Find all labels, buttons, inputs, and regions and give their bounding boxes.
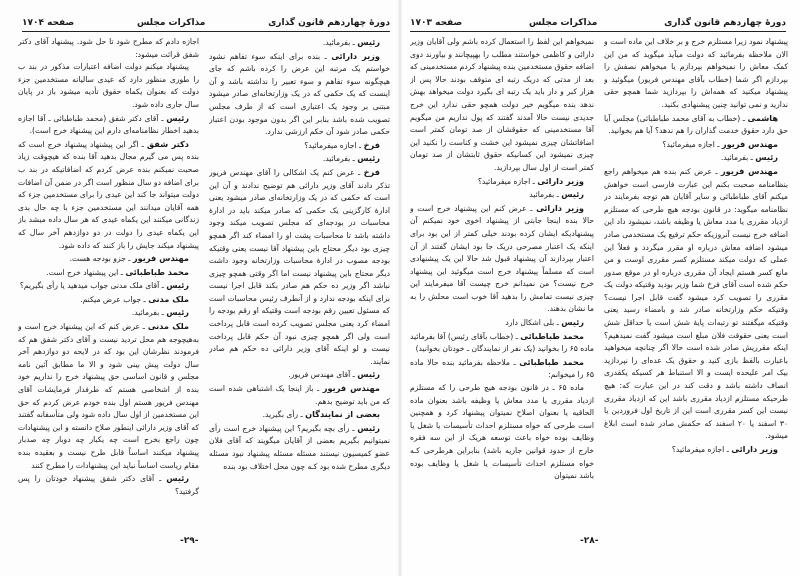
paragraph-text: ـ آقای دکتر شفق (محمد طباطبائی ـ آقا اجازه بدهید اخطار نظامنامه‌ای دارم این پیشنهاد خرج است). [18, 113, 199, 136]
speaker-name: وزیر دارائی [536, 202, 584, 213]
text-paragraph [18, 36, 199, 61]
speech-paragraph [209, 422, 390, 473]
speech-paragraph [604, 138, 788, 152]
speaker-name: محمد طباطبائی [519, 356, 584, 367]
speech-paragraph [209, 408, 390, 422]
speaker-name: محمد طباطبائی [125, 266, 189, 277]
paragraph-text: ـ جواب عرض میکنم. [80, 294, 146, 304]
page-number: -۲۸- [580, 536, 599, 546]
speech-paragraph [410, 202, 594, 316]
speech-paragraph [604, 165, 788, 443]
speech-paragraph [18, 279, 199, 293]
speaker-name: رئیس [166, 112, 189, 123]
speech-paragraph [209, 152, 390, 166]
speech-paragraph [18, 266, 199, 280]
speaker-name: رئیس [755, 152, 778, 163]
paragraph-text: ـ رأی بگیرید. [262, 410, 303, 420]
speaker-name: وزیر دارائی [537, 175, 584, 186]
speech-paragraph [209, 382, 390, 408]
speech-paragraph [410, 356, 594, 382]
speaker-name: رئیس [561, 189, 584, 200]
speech-paragraph [410, 330, 594, 356]
speaker-name: رئیس [357, 422, 380, 433]
speaker-name: مهندس فریور [721, 138, 778, 149]
right-page-header [410, 14, 786, 32]
page-label: صفحه ۱۷۰۴ [22, 18, 75, 28]
speaker-name: مهندس فریور [322, 383, 381, 394]
paragraph-text: ـ عرض کنم بنده هم میخواهم راجع بنظامنامه صحبت بکنم این عبارت فارسی است خواهش میکنم آقای طباطبائی و سایر آقایان هم توجه بفرمایند در نظامنامه میگوید: در قانون بودجه هیچ طرحی که مستلزم ازدیاد مقرری یا مدد معاش یا وظیفه باشد، نمیشود داد این اضافه خرج نیست آنروزیکه حکم ترفیع یک مستخدمی صادر میشود اضافه معاش درباره او مقرر میگردد و فعلاً این عملی که دولت میکند مستلزم کسر مقرری اوست و من مانع کسر هستم ایجاد آن مقرری درباره او در موقع صدور حکم شده است آقای فرخ شما وزیر بودید وقتیکه دولت یک مقرری را تصویب کرد میشود گفت قابل اجرا نیست؟ وقتیکه حکم وزارتخانه صادر شد و بامضاء رسید یعنی وقتیکه میگفتند تو رتبه‌ات پایهٔ شش است یا حداقل شش است یعنی حقوقت فلان مبلغ است میشود گفت نمیدهیم؟ اینکه مقرریش صادر شده است حالا اگر چنانچه میخواهید باعبارت بالفظ بازی کنید و حقوق یک عده‌ای را نپردازید بیک امر علیحده ایست و الا استنباط هر کسیکه یکقدری انصاف داشته باشد و دقت کند در این عبارت که: هیچ طرحیکه مستلزم ازدیاد مقرری باشد این که ازدیاد مقرری نیست این کسر مقرری است این از تاریخ اول فروردین یا ۳۰ اسفند یا ۲۰ اسفند که حکمش صادر شده است ابلاغ میشود. [604, 166, 788, 441]
speech-paragraph [604, 443, 788, 457]
left-page-header [22, 14, 390, 32]
speech-paragraph [410, 188, 594, 202]
speech-paragraph [18, 252, 199, 266]
paragraph-text: ـ عرض کنم که این پیشنهاد خرج است و به‌هیچوجه هم محل تردید نیست و آقای دکتر شفق هم که فرمودند نظرشان این بود که در لایحه دو دوازدهم آخر سال دولت پیش بینی شود و الا ما مطابق آئین نامه مجلس و قانون اساسی حق پیشنهاد خرج را نداریم خود بنده از اشخاصی هستم که طرفدار فرمایشات آقای مهندس فریور هستم اول بنده خودم عرض کردم که حق این مستخدمین از اول سال داده شود ولی متأسفانه گفتند که آقای وزیر دارائی اینطور صلاح دانسته و این پیشنهادات چون راجع بخرج است چه یکبار چه دوبار چه صدبار پیشنهاد میکنند اساساً قابل طرح نیست و بعقیده بنده مقام ریاست اساساً نباید این پیشنهادات را مطرح کنند [18, 322, 199, 470]
speaker-name: رئیس [166, 307, 189, 318]
speaker-name: وزیر دارائی [731, 444, 778, 454]
speaker-name: رئیس [166, 473, 190, 484]
speech-paragraph [18, 472, 199, 498]
speech-paragraph [604, 112, 788, 138]
paragraph-text: ـ رأی بچه بگیریم؟ این پیشنهاد خرج است رأی نمیتوانیم بگیریم بعضی از آقایان میگویند که آقای فلان عضو کمیسیون نیستند مسئله مسئله پیشنهاد نبود مسئله دیگری مطرح شده بود کـه چون محل اختلاف بود بنده [209, 423, 390, 471]
paragraph-text: پیشنهاد میکنم دولت اضافه اعتبارات مذکور در بند ب را طوری منظور دارد که عیدی سالیانه مستخدمین جزء دولت که بعنوان یکماه حقوق تأدیه میشود باز در پایان سال جاری داده شود. [18, 62, 199, 109]
speech-paragraph [209, 50, 390, 139]
session-title: دورهٔ چهاردهم قانون گذاری [664, 18, 786, 28]
text-paragraph [18, 61, 199, 111]
speaker-name: رئیس [561, 317, 584, 328]
text-paragraph [410, 36, 594, 175]
speech-paragraph [18, 306, 199, 320]
paragraph-text: ـ باز اینجا یک اشتباهی شده است که من باید توضیح بدهم. [209, 384, 390, 406]
paragraph-text: اجازه دادم که مطرح شود تا حل شود. پیشنهاد آقای دکتر شفق قرائت میشود: [18, 37, 199, 59]
paragraph-text: ـ بفرمائید. [720, 153, 753, 163]
paragraph-text: ـ ملاحظه بفرمائید بنده حالا ماده ۶۵ را میخوانم: [410, 357, 594, 380]
speech-paragraph [410, 175, 594, 189]
page-number: -۲۹- [180, 536, 199, 546]
paragraph-text: ـ عرض کنم این پیشنهاد خرج است و حالا بنده اینجا جابتی از پیشنهاد اخوی خود نمیکنم آن پیشنهادیکه ایشان کرده بودند خیلی کمتر از این بود برای اینکه یک اعتبار مصرحی دریک جا بود ایشان گفتند از آن اعتبار بپردازند آن پیشنهاد قبول شد حالا این یک پیشنهادی است که مسلماً پیشنهاد خرج است میگوئید این پیشنهاد خرج نیست؟ من نمیدانم خرج چیست آقا میفرمایند این چیزی نیست تمامش را بدهید آقا خوب است محلش را به ما نشان بدهند. [410, 203, 594, 314]
speaker-name: وزیر دارائی [331, 50, 380, 61]
paragraph-text: ـ عرض کنم یک اشکالی را آقای مهندس فریور تذکر دادند آقای وزیر دارائی هم توضیح ندادند و آن این است که حکمی که در یک وزارتخانه‌ای صادر میشود یعنی ادارهٔ کارگزینی یک حکمی که صادر میکند باید در ادارهٔ محاسبات در بودجه‌ای که مجلس تصویب میکند وجود داشته باشد تا محاسبات پشت او را امضاء کند اگر همچو چیزی بود دیگر محتاج باین پیشنهاد آقا نیست یعنی وقتیکه بودجه مصوب در ادارهٔ محاسبات وزارتخانه وجود داشت دیگر محتاج باین پیشنهاد نیست اما اگر وقتی همچو چیزی نباشد اگر وزیر ده حکم هم صادر بکند قابل اجرا نیست برای اینکه بودجه ندارد و از آنطرف رئیس محاسبات است که مسئول تعیین رقم بودجه است وقتیکه او رقم بودجه را امضاء کرد یعنی مجلس تصویب کرده است قابل پرداخت است ولی اگر همچو چیزی نبود آن حکم قابل پرداخت نیست و لو اینکه آقای وزیر دارائی ده حکم هم صادر نمایند. [209, 167, 390, 366]
book-gutter [398, 0, 402, 576]
left-page-columns [18, 36, 390, 532]
speaker-name: بعضی از نمایندگان [305, 409, 380, 420]
center-title: مذاکرات مجلس [528, 18, 598, 28]
paragraph-text: ـ (خطاب بآقای رئیس) آقا بفرمائید ماده ۶۵ را بخوانید (یک نفر از نمایندگان ـ خودتان بخوانید) [410, 331, 594, 354]
right-page-columns [410, 36, 788, 532]
paragraph-text: ـ اجازه میفرمائید؟ [304, 140, 362, 150]
speaker-name: فرخ [363, 166, 380, 177]
paragraph-text: ـ آقای مهندس فریور. [288, 370, 355, 380]
paragraph-text: ـ اگر این پیشنهاد پیشنهاد خرج است که بنده پس می گیرم مجال بدهید آقا بنده که هیچوقت زیاد صحبت نمیکنم بنده عرض کردم که اضافاتیکه در بند ب برای اضافه دو سال منظور است اگر در ضمن آن اضافات دولت میتواند جا کند این عیدی را برای مستخدمین جزء که همه آقایان میدانند این مستخدمین جزء با چه حال بدی زندگانی میکنند این یکماه عیدی که هر سال داده میشد باز این یکماه عیدی را دولت در دو دوازدهم آخر سال که پیشنهاد میکند جایش را باز کنند که داده شود. [18, 139, 199, 250]
paragraph-text: پیشنهاد نمود زیرا مستلزم خرج و بر خلاف این ماده است و الان ملاحظه بفرمائید که دولت میآید میگوید که من این کمک معاش را نمیخواهم بپردازم یا میخواهم نصفش را بپردازم اگر شما (خطاب بآقای مهندس فریور) میگوئید و پیشنهاد میکنید که همه‌اش را بپردازید شما همچو حقی ندارید و نمی توانید چنین پیشنهادی بکنید. [604, 37, 788, 109]
left-page-col-left [209, 36, 390, 532]
speech-paragraph [18, 293, 199, 307]
speaker-name: مهندس فریور [132, 253, 189, 264]
speaker-name: رئیس [357, 37, 380, 47]
paragraph-text: ـ جزو بودجه هست. [69, 254, 131, 264]
paragraph-text: ـ بنده برای اینکه سوء تفاهم نشود خواستم یک مرتبه این عرض را کرده باشم که جای هیچگونه سوء تفاهم و سوء تعبیر را نداشته باشد و آن اینست که یک حکمی که در یک وزارتخانه‌ای صادر میشود مبتنی بر وجود یک اعتباری است که از طرف مجلس تصویب شده باشد بنابر این اگر بدون موجود بودن اعتبار حکمی صادر شود آن حکم ارزشی ندارد. [209, 51, 390, 137]
paragraph-text: ـ اجازه میفرمائید؟ [662, 139, 720, 149]
paragraph-text: ـ اجازه میفرمائید؟ [477, 176, 535, 186]
speech-paragraph [209, 36, 390, 50]
speech-paragraph [209, 166, 390, 369]
speaker-name: ملک مدنی [147, 321, 189, 332]
paragraph-text: ـ آقای ملک مدنی جواب میدهید یا رأی بگیریم؟ [19, 281, 164, 291]
paragraph-text: ـ بفرمائید. [131, 308, 164, 318]
page-label: صفحه ۱۷۰۳ [410, 18, 463, 28]
right-page-col-left [604, 36, 788, 532]
speaker-name: مهندس فریور [720, 165, 778, 176]
right-page [400, 0, 800, 576]
speech-paragraph [18, 320, 199, 472]
speaker-name: رئیس [357, 369, 380, 380]
right-page-col-right [410, 36, 594, 532]
speaker-name: رئیس [166, 280, 189, 291]
paragraph-text: نمیخواهم این لفظ را استعمال کرده باشم ولی آقایان وزیر دارائی و کاظمی خواستند مطلب را بهپیچانند و بیاورند دوی اضافه حقوق مستخدمین بنده پیشنهاد کردم مستخدمینی که بعد از مدتی که دریک رتبه ای متوقف بودند حالا پس از هزار کبر و دار باید یک رتبه ای بگیرد دولت میخواهد بهش ندهد بنده میگویم خیر دولت همچو حقی ندارد این خرج جدیدی نیست حالا آمدند گفتند که پول نداریم من میگویم آقا مستخدمینی که حقوقشان از صد تومان کمتر است اضافاتشان چیزی نمیشود این خشت و کناست را نکنید این چیزی نمیشود این کسانیکه حقوق ثابتشان از صد تومان کمتر است از اول سال بپردازید. [410, 37, 594, 172]
center-title: مذاکرات مجلس [136, 18, 206, 28]
paragraph-text: ـ (خطاب به آقای محمد طباطبائی) مجلس آیا حق دارد حقوق خدمت گذاران را هم ندهد؟ آیا هم بخوانید. [604, 113, 788, 136]
text-paragraph [604, 36, 788, 112]
speaker-name: محمد طباطبائی [520, 330, 584, 341]
speech-paragraph [604, 151, 788, 165]
speech-paragraph [209, 139, 390, 153]
speech-paragraph [209, 368, 390, 382]
paragraph-text: ـ بلی اشکال دارد [505, 318, 559, 328]
paragraph-text: ـ بفرمائید [529, 190, 559, 200]
speaker-name: فرخ [363, 139, 380, 150]
text-paragraph [410, 382, 594, 483]
speech-paragraph [18, 112, 199, 138]
speaker-name: ملک مدنی [148, 293, 189, 304]
speaker-name: دکتر شفق [146, 138, 189, 149]
session-title: دورهٔ چهاردهم قانون گذاری [268, 18, 390, 28]
paragraph-text: ـ بفرمائید. [322, 154, 355, 164]
speech-paragraph [410, 316, 594, 330]
paragraph-text: ـ اجازه میفرمائید؟ [671, 445, 729, 454]
speech-paragraph [18, 138, 199, 252]
paragraph-text: ـ بفرمائید. [322, 38, 355, 47]
paragraph-text: ـ این پیشنهاد خرج است. [46, 267, 123, 277]
paragraph-text: ـ آقای دکتر شفق پیشنهاد خودتان را پس گرفتید؟ [18, 474, 199, 496]
speaker-name: رئیس [357, 153, 380, 164]
speaker-name: هاشمی [747, 112, 779, 123]
left-page-col-right [18, 36, 199, 532]
paragraph-text: ماده ۶۵ ـ در قانون بودجه هیچ طرحی را که مستلزم ازدیاد مقرری یا مدد معاش یا وظیفه باشد بعنوان ماده الحاقیه یا بعنوان اصلاح نمیتوان پیشنهاد کرد و همچنین است طرحی که خواه مستلزم احداث تأسیسات یا شغل یا وظایف بوده خواه باعث توسعه هریک از این سه فقره خارج از حدود قوانین جاریه باشد) بنابراین هرطرحی کـه خواه مستلزم احداث تأسیسات یا شغل یا وظایف بوده باشد نمیتوان [410, 383, 594, 481]
